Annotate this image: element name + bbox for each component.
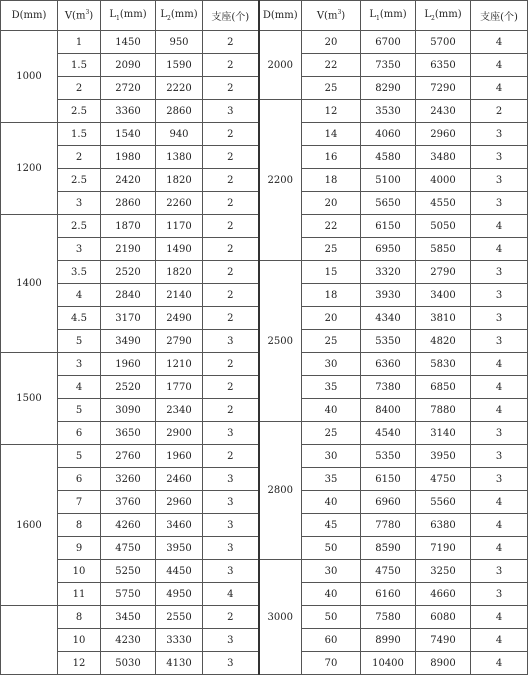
volume-cell: 10 <box>58 560 101 583</box>
l2-cell: 2860 <box>156 100 203 123</box>
l2-cell: 3140 <box>416 422 471 445</box>
volume-cell: 60 <box>302 629 361 652</box>
diameter-cell: 2000 <box>259 31 302 100</box>
volume-cell: 30 <box>302 353 361 376</box>
supports-cell: 2 <box>471 100 528 123</box>
volume-cell: 3 <box>58 192 101 215</box>
l1-cell: 1540 <box>101 123 156 146</box>
l1-cell: 2720 <box>101 77 156 100</box>
supports-cell: 4 <box>471 353 528 376</box>
l1-cell: 6700 <box>361 31 416 54</box>
volume-cell: 4 <box>58 284 101 307</box>
volume-cell: 7 <box>58 491 101 514</box>
supports-cell: 3 <box>203 491 259 514</box>
l2-cell: 1820 <box>156 261 203 284</box>
l2-cell: 2490 <box>156 307 203 330</box>
l1-cell: 4340 <box>361 307 416 330</box>
l2-cell: 2430 <box>416 100 471 123</box>
l1-cell: 6950 <box>361 238 416 261</box>
volume-cell: 6 <box>58 468 101 491</box>
diameter-cell: 2200 <box>259 100 302 261</box>
supports-cell: 3 <box>203 330 259 353</box>
l1-cell: 8990 <box>361 629 416 652</box>
supports-cell: 2 <box>203 307 259 330</box>
l2-cell: 1380 <box>156 146 203 169</box>
l2-cell: 5700 <box>416 31 471 54</box>
l1-cell: 2090 <box>101 54 156 77</box>
l2-cell: 2790 <box>416 261 471 284</box>
supports-cell: 3 <box>471 123 528 146</box>
diameter-cell: 1200 <box>1 123 58 215</box>
volume-cell: 6 <box>58 422 101 445</box>
header-l2: $L_2(mm)$ <box>156 1 203 31</box>
supports-cell: 2 <box>203 54 259 77</box>
supports-cell: 2 <box>203 238 259 261</box>
header-supports: 支座(个) <box>471 1 528 31</box>
supports-cell: 3 <box>471 422 528 445</box>
volume-cell: 50 <box>302 537 361 560</box>
supports-cell: 4 <box>203 583 259 606</box>
volume-cell: 2 <box>58 77 101 100</box>
l2-cell: 5850 <box>416 238 471 261</box>
volume-cell: 12 <box>302 100 361 123</box>
volume-cell: 2.5 <box>58 169 101 192</box>
l1-cell: 1870 <box>101 215 156 238</box>
supports-cell: 3 <box>471 284 528 307</box>
l2-cell: 3330 <box>156 629 203 652</box>
l2-cell: 4750 <box>416 468 471 491</box>
l1-cell: 4260 <box>101 514 156 537</box>
l1-cell: 1450 <box>101 31 156 54</box>
l1-cell: 1960 <box>101 353 156 376</box>
l1-cell: 5030 <box>101 652 156 675</box>
diameter-cell: 3000 <box>259 560 302 675</box>
l2-cell: 8900 <box>416 652 471 675</box>
l2-cell: 2140 <box>156 284 203 307</box>
l1-cell: 3360 <box>101 100 156 123</box>
l2-cell: 5050 <box>416 215 471 238</box>
l1-cell: 4230 <box>101 629 156 652</box>
volume-cell: 18 <box>302 284 361 307</box>
table-row <box>1 422 528 445</box>
supports-cell: 2 <box>203 353 259 376</box>
supports-cell: 3 <box>471 261 528 284</box>
supports-cell: 2 <box>203 31 259 54</box>
l2-cell: 6850 <box>416 376 471 399</box>
l2-cell: 950 <box>156 31 203 54</box>
l2-cell: 2340 <box>156 399 203 422</box>
volume-cell: 70 <box>302 652 361 675</box>
header-v: $V(m^3)$ <box>58 1 101 31</box>
volume-cell: 22 <box>302 215 361 238</box>
supports-cell: 4 <box>471 491 528 514</box>
supports-cell: 3 <box>203 100 259 123</box>
l2-cell: 1210 <box>156 353 203 376</box>
table-body <box>1 31 528 675</box>
supports-cell: 4 <box>471 31 528 54</box>
l2-cell: 7880 <box>416 399 471 422</box>
l1-cell: 4750 <box>101 537 156 560</box>
volume-cell: 20 <box>302 192 361 215</box>
supports-cell: 3 <box>203 422 259 445</box>
l2-cell: 1960 <box>156 445 203 468</box>
volume-cell: 11 <box>58 583 101 606</box>
volume-cell: 2 <box>58 146 101 169</box>
l2-cell: 4820 <box>416 330 471 353</box>
l1-cell: 8290 <box>361 77 416 100</box>
supports-cell: 2 <box>203 261 259 284</box>
diameter-cell: 1000 <box>1 31 58 123</box>
volume-cell: 35 <box>302 468 361 491</box>
l2-cell: 4950 <box>156 583 203 606</box>
volume-cell: 20 <box>302 31 361 54</box>
l1-cell: 2520 <box>101 261 156 284</box>
header-row <box>1 1 528 31</box>
supports-cell: 3 <box>203 514 259 537</box>
l2-cell: 3250 <box>416 560 471 583</box>
l2-cell: 5830 <box>416 353 471 376</box>
supports-cell: 2 <box>203 606 259 629</box>
header-l2: $L_2(mm)$ <box>416 1 471 31</box>
diameter-cell: 2800 <box>259 422 302 560</box>
supports-cell: 4 <box>471 54 528 77</box>
l2-cell: 1490 <box>156 238 203 261</box>
l1-cell: 2520 <box>101 376 156 399</box>
l2-cell: 2220 <box>156 77 203 100</box>
l1-cell: 7580 <box>361 606 416 629</box>
supports-cell: 3 <box>203 652 259 675</box>
l1-cell: 8590 <box>361 537 416 560</box>
volume-cell: 5 <box>58 399 101 422</box>
header-l1: $L_1(mm)$ <box>361 1 416 31</box>
l1-cell: 2190 <box>101 238 156 261</box>
l2-cell: 4660 <box>416 583 471 606</box>
supports-cell: 2 <box>203 169 259 192</box>
volume-cell: 14 <box>302 123 361 146</box>
l2-cell: 7190 <box>416 537 471 560</box>
supports-cell: 3 <box>203 629 259 652</box>
volume-cell: 8 <box>58 606 101 629</box>
l2-cell: 7490 <box>416 629 471 652</box>
l1-cell: 4540 <box>361 422 416 445</box>
volume-cell: 3.5 <box>58 261 101 284</box>
volume-cell: 40 <box>302 583 361 606</box>
l1-cell: 6360 <box>361 353 416 376</box>
l1-cell: 6150 <box>361 468 416 491</box>
volume-cell: 45 <box>302 514 361 537</box>
volume-cell: 3 <box>58 353 101 376</box>
l2-cell: 940 <box>156 123 203 146</box>
l1-cell: 6150 <box>361 215 416 238</box>
volume-cell: 25 <box>302 77 361 100</box>
supports-cell: 3 <box>203 537 259 560</box>
supports-cell: 2 <box>203 192 259 215</box>
l2-cell: 3400 <box>416 284 471 307</box>
l1-cell: 6160 <box>361 583 416 606</box>
l2-cell: 7290 <box>416 77 471 100</box>
l1-cell: 3490 <box>101 330 156 353</box>
volume-cell: 30 <box>302 560 361 583</box>
diameter-cell: 1400 <box>1 215 58 353</box>
l1-cell: 5350 <box>361 445 416 468</box>
volume-cell: 40 <box>302 399 361 422</box>
l1-cell: 3760 <box>101 491 156 514</box>
supports-cell: 4 <box>471 537 528 560</box>
supports-cell: 2 <box>203 284 259 307</box>
supports-cell: 4 <box>471 215 528 238</box>
volume-cell: 2.5 <box>58 100 101 123</box>
l2-cell: 2460 <box>156 468 203 491</box>
supports-cell: 4 <box>471 606 528 629</box>
l1-cell: 7350 <box>361 54 416 77</box>
l1-cell: 5100 <box>361 169 416 192</box>
l2-cell: 4550 <box>416 192 471 215</box>
supports-cell: 4 <box>471 652 528 675</box>
l1-cell: 8400 <box>361 399 416 422</box>
supports-cell: 3 <box>203 468 259 491</box>
table-row <box>1 560 528 583</box>
l1-cell: 7380 <box>361 376 416 399</box>
supports-cell: 3 <box>471 445 528 468</box>
volume-cell: 22 <box>302 54 361 77</box>
table-row <box>1 100 528 123</box>
supports-cell: 3 <box>471 192 528 215</box>
l1-cell: 3090 <box>101 399 156 422</box>
header-supports: 支座(个) <box>203 1 259 31</box>
l2-cell: 4450 <box>156 560 203 583</box>
supports-cell: 3 <box>471 169 528 192</box>
diameter-cell <box>1 606 58 675</box>
volume-cell: 3 <box>58 238 101 261</box>
volume-cell: 5 <box>58 330 101 353</box>
volume-cell: 12 <box>58 652 101 675</box>
supports-cell: 3 <box>471 583 528 606</box>
supports-cell: 4 <box>471 77 528 100</box>
l2-cell: 2550 <box>156 606 203 629</box>
volume-cell: 20 <box>302 307 361 330</box>
volume-cell: 35 <box>302 376 361 399</box>
volume-cell: 40 <box>302 491 361 514</box>
diameter-cell: 1600 <box>1 445 58 606</box>
l2-cell: 2900 <box>156 422 203 445</box>
supports-cell: 3 <box>203 560 259 583</box>
volume-cell: 25 <box>302 330 361 353</box>
supports-cell: 4 <box>471 376 528 399</box>
supports-cell: 2 <box>203 376 259 399</box>
l2-cell: 2960 <box>156 491 203 514</box>
supports-cell: 2 <box>203 123 259 146</box>
l2-cell: 3480 <box>416 146 471 169</box>
l1-cell: 5750 <box>101 583 156 606</box>
volume-cell: 1.5 <box>58 54 101 77</box>
volume-cell: 2.5 <box>58 215 101 238</box>
l1-cell: 5350 <box>361 330 416 353</box>
volume-cell: 4 <box>58 376 101 399</box>
header-d: D(mm) <box>1 1 58 31</box>
header-v: $V(m^3)$ <box>302 1 361 31</box>
l2-cell: 5560 <box>416 491 471 514</box>
volume-cell: 1 <box>58 31 101 54</box>
l2-cell: 1770 <box>156 376 203 399</box>
supports-cell: 2 <box>203 399 259 422</box>
supports-cell: 3 <box>471 307 528 330</box>
l1-cell: 10400 <box>361 652 416 675</box>
l2-cell: 3950 <box>156 537 203 560</box>
l1-cell: 6960 <box>361 491 416 514</box>
supports-cell: 3 <box>471 146 528 169</box>
l2-cell: 6380 <box>416 514 471 537</box>
l2-cell: 3950 <box>416 445 471 468</box>
supports-cell: 4 <box>471 399 528 422</box>
l2-cell: 4000 <box>416 169 471 192</box>
supports-cell: 3 <box>471 468 528 491</box>
header-d: D(mm) <box>259 1 302 31</box>
l2-cell: 3810 <box>416 307 471 330</box>
l2-cell: 3460 <box>156 514 203 537</box>
l2-cell: 2960 <box>416 123 471 146</box>
volume-cell: 4.5 <box>58 307 101 330</box>
l2-cell: 6350 <box>416 54 471 77</box>
volume-cell: 15 <box>302 261 361 284</box>
volume-cell: 18 <box>302 169 361 192</box>
l1-cell: 3170 <box>101 307 156 330</box>
volume-cell: 30 <box>302 445 361 468</box>
supports-cell: 3 <box>471 330 528 353</box>
l1-cell: 2860 <box>101 192 156 215</box>
supports-cell: 2 <box>203 77 259 100</box>
l1-cell: 4580 <box>361 146 416 169</box>
l1-cell: 5250 <box>101 560 156 583</box>
l1-cell: 4750 <box>361 560 416 583</box>
l1-cell: 3260 <box>101 468 156 491</box>
volume-cell: 10 <box>58 629 101 652</box>
header-l1: $L_1(mm)$ <box>101 1 156 31</box>
supports-cell: 2 <box>203 445 259 468</box>
l2-cell: 1590 <box>156 54 203 77</box>
l1-cell: 3450 <box>101 606 156 629</box>
supports-cell: 4 <box>471 238 528 261</box>
supports-cell: 2 <box>203 146 259 169</box>
l1-cell: 3930 <box>361 284 416 307</box>
volume-cell: 8 <box>58 514 101 537</box>
diameter-cell: 1500 <box>1 353 58 445</box>
volume-cell: 1.5 <box>58 123 101 146</box>
volume-cell: 16 <box>302 146 361 169</box>
l2-cell: 1820 <box>156 169 203 192</box>
l1-cell: 7780 <box>361 514 416 537</box>
volume-cell: 25 <box>302 422 361 445</box>
supports-cell: 2 <box>203 215 259 238</box>
volume-cell: 9 <box>58 537 101 560</box>
supports-cell: 4 <box>471 514 528 537</box>
l2-cell: 6080 <box>416 606 471 629</box>
l2-cell: 4130 <box>156 652 203 675</box>
l1-cell: 4060 <box>361 123 416 146</box>
l2-cell: 1170 <box>156 215 203 238</box>
l1-cell: 3320 <box>361 261 416 284</box>
supports-cell: 3 <box>471 560 528 583</box>
l1-cell: 2420 <box>101 169 156 192</box>
l2-cell: 2260 <box>156 192 203 215</box>
l1-cell: 2760 <box>101 445 156 468</box>
table-row <box>1 261 528 284</box>
volume-cell: 25 <box>302 238 361 261</box>
l1-cell: 5650 <box>361 192 416 215</box>
l2-cell: 2790 <box>156 330 203 353</box>
volume-cell: 5 <box>58 445 101 468</box>
supports-cell: 4 <box>471 629 528 652</box>
table-row <box>1 31 528 54</box>
l1-cell: 1980 <box>101 146 156 169</box>
l1-cell: 3530 <box>361 100 416 123</box>
l1-cell: 2840 <box>101 284 156 307</box>
volume-cell: 50 <box>302 606 361 629</box>
diameter-cell: 2500 <box>259 261 302 422</box>
l1-cell: 3650 <box>101 422 156 445</box>
